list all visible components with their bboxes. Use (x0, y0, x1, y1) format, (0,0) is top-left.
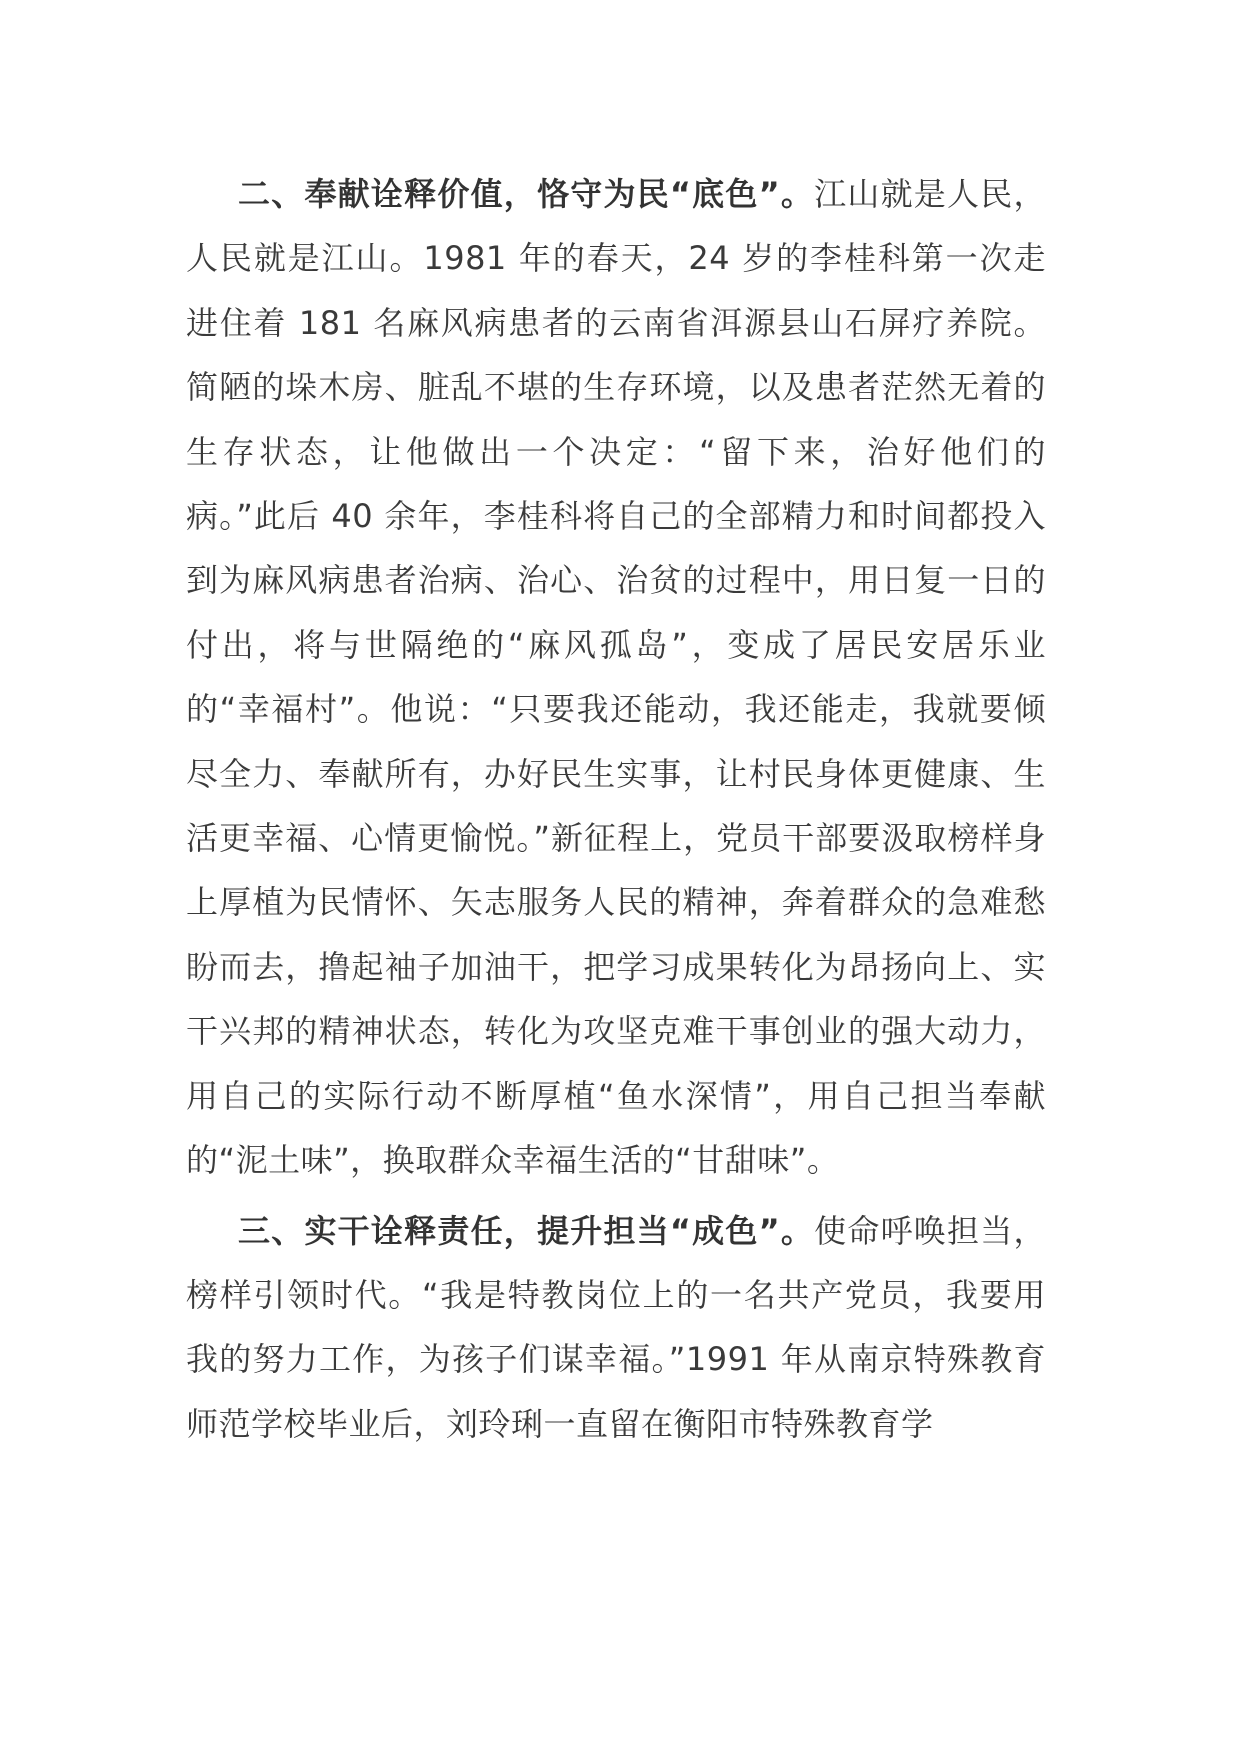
paragraph-text: 使命呼唤担当，榜样引领时代。“我是特教岗位上的一名共产党员，我要用我的努力工作，为孩子们谋幸福。”1991 年从南京特殊教育师范学校毕业后，刘玲琍一直留在衡阳市特殊教育学 (186, 1211, 1046, 1443)
document-body (186, 162, 1046, 1456)
paragraph-section-three (186, 1199, 1046, 1457)
paragraph-section-two (186, 162, 1046, 1193)
paragraph-text: 江山就是人民，人民就是江山。1981 年的春天，24 岁的李桂科第一次走进住着 181 名麻风病患者的云南省洱源县山石屏疗养院。简陋的垛木房、脏乱不堪的生存环境，以及患者茫然无着的生存状态，让他做出一个决定：“留下来，治好他们的病。”此后 40 余年，李桂科将自己的全部精力和时间都投入到为麻风病患者治病、治心、治贫的过程中，用日复一日的付出，将与世隔绝的“麻风孤岛”，变成了居民安居乐业的“幸福村”。他说：“只要我还能动，我还能走，我就要倾尽全力、奉献所有，办好民生实事，让村民身体更健康、生活更幸福、心情更愉悦。”新征程上，党员干部要汲取榜样身上厚植为民情怀、矢志服务人民的精神，奔着群众的急难愁盼而去，撸起袖子加油干，把学习成果转化为昂扬向上、实干兴邦的精神状态，转化为攻坚克难干事创业的强大动力，用自己的实际行动不断厚植“鱼水深情”，用自己担当奉献的“泥土味”，换取群众幸福生活的“甘甜味”。 (186, 175, 1046, 1180)
section-heading: 二、奉献诠释价值，恪守为民“底色”。 (238, 175, 815, 213)
section-heading: 三、实干诠释责任，提升担当“成色”。 (238, 1211, 815, 1250)
